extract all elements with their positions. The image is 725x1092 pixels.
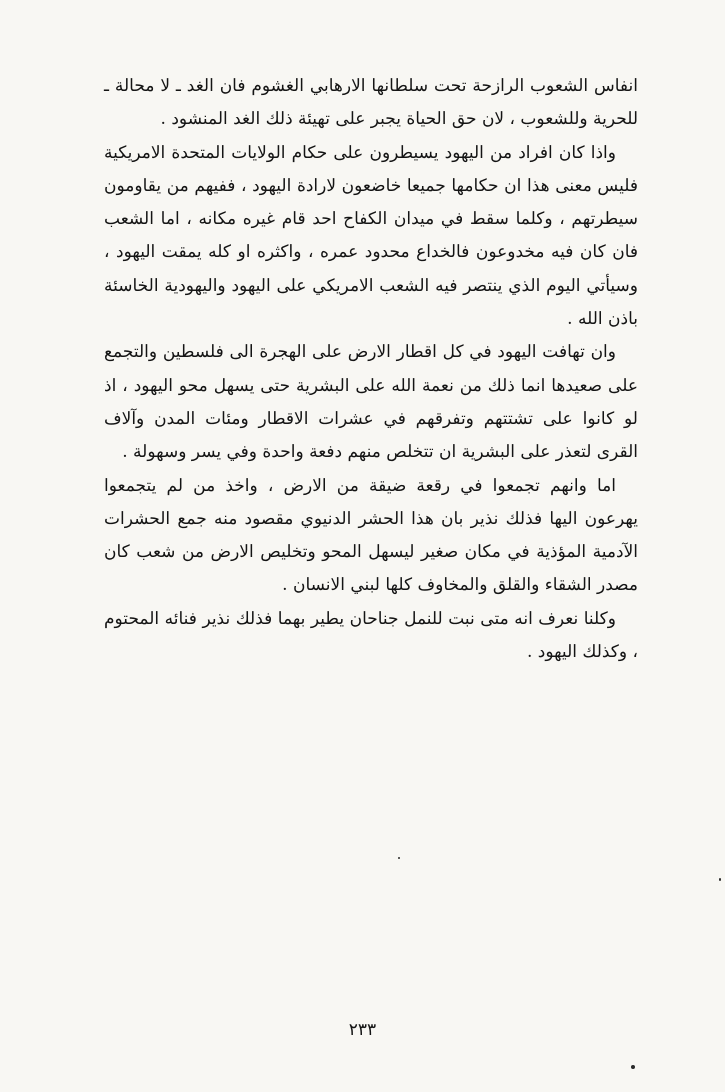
body-text [104, 70, 638, 669]
print-speck [398, 857, 400, 859]
paragraph-3 [104, 336, 638, 469]
paragraph-3-text: وان تهافت اليهود في كل اقطار الارض على الهجرة الى فلسطين والتجمع على صعيدها انما ذلك من نعمة الله على البشرية حتى يسهل محو اليهود ، اذ لو كانوا على تشتتهم وتفرقهم في عشرات الاقطار ومئات المدن وآلاف القرى لتعذر على البشرية ان تتخلص منهم دفعة واحدة وفي يسر وسهولة . [104, 342, 638, 463]
page-number: ٢٣٣ [348, 1020, 377, 1040]
paragraph-2 [104, 137, 638, 337]
paragraph-4 [104, 470, 638, 603]
paragraph-1-text: انفاس الشعوب الرازحة تحت سلطانها الارهابي الغشوم فان الغد ـ لا محالة ـ للحرية وللشعوب ، لان حق الحياة يجبر على تهيئة ذلك الغد المنشود . [104, 76, 638, 130]
paragraph-5 [104, 603, 638, 670]
paragraph-4-text: اما وانهم تجمعوا في رقعة ضيقة من الارض ، واخذ من لم يتجمعوا يهرعون اليها فذلك نذير بان هذا الحشر الدنيوي مقصود منه جمع الحشرات الآدمية المؤذية في مكان صغير ليسهل المحو وتخليص الارض من شعب كان مصدر الشقاء والقلق والمخاوف كلها لبني الانسان . [104, 475, 638, 596]
print-speck [631, 1065, 635, 1069]
paragraph-2-text: واذا كان افراد من اليهود يسيطرون على حكام الولايات المتحدة الامريكية فليس معنى هذا ان حكامها جميعا خاضعون لارادة اليهود ، ففيهم من يقاومون سيطرتهم ، وكلما سقط في ميدان الكفاح احد قام غيره مكانه ، اما الشعب فان كان فيه مخدوعون فالخداع محدود عمره ، واكثره او كله يمقت اليهود ، وسيأتي اليوم الذي ينتصر فيه الشعب الامريكي على اليهود واليهودية الخاسئة باذن الله . [104, 142, 638, 330]
paragraph-1 [104, 70, 638, 137]
paragraph-5-text: وكلنا نعرف انه متى نبت للنمل جناحان يطير بهما فذلك نذير فنائه المحتوم ، وكذلك اليهود . [104, 608, 638, 663]
print-speck [719, 878, 721, 881]
